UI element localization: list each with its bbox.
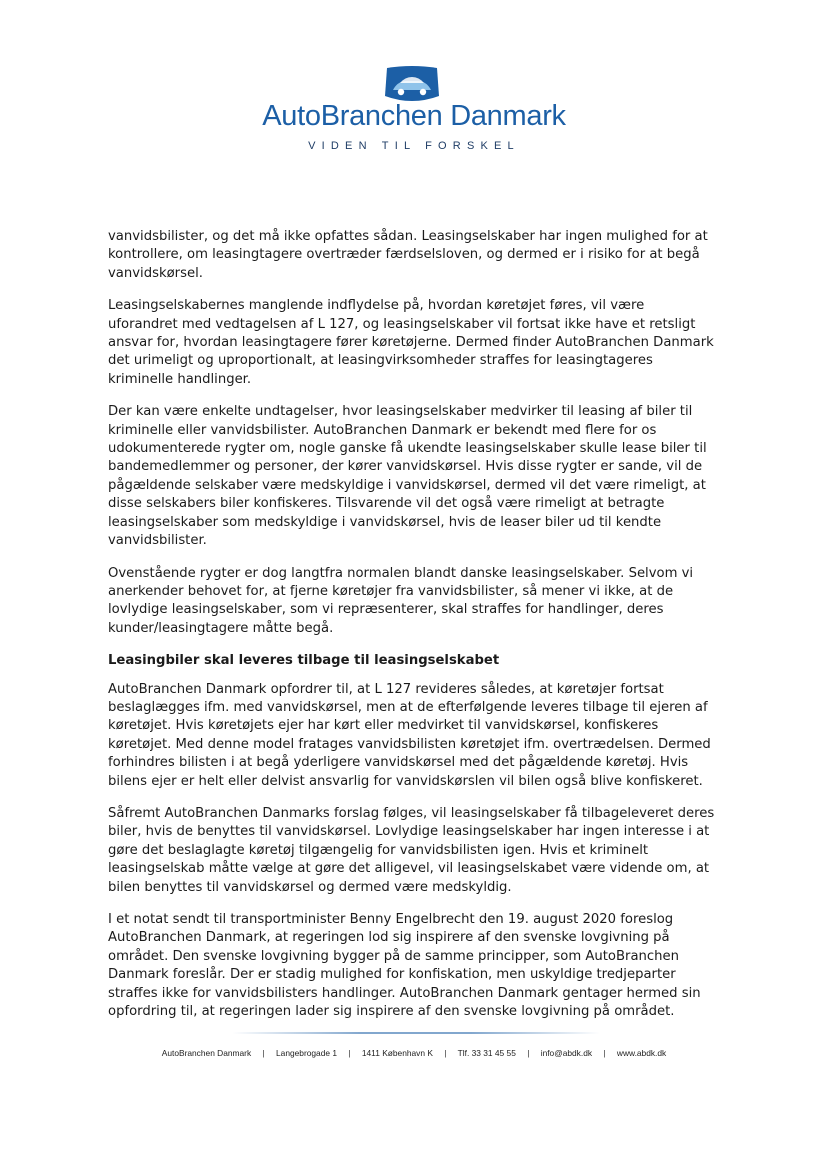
body-paragraph: Ovenstående rygter er dog langtfra normalen blandt danske leasingselskaber. Selvom vi anerkender behovet for, at fjerne køretøjer fra vanvidsbilister, så mener vi ikke, at de lovlydige leasingselskaber, som vi repræsenterer, skal straffes for handlinger, deres kunder/leasingtagere måtte begå.: [108, 565, 694, 636]
car-logo-icon: [383, 66, 441, 104]
body-paragraph: Der kan være enkelte undtagelser, hvor leasingselskaber medvirker til leasing af biler til kriminelle eller vanvidsbilister. AutoBranchen Danmark er bekendt med flere for os udokumenterede rygter om, nogle ganske få ukendte leasingselskaber skulle lease biler til bandemedlemmer og personer, der kører vanvidskørsel. Hvis disse rygter er sande, vil de pågældende selskaber være medskyldige i vanvidskørsel, dermed vil det være rimeligt, at disse selskabers biler konfiskeres. Tilsvarende vil det også være rimeligt at betragte leasingselskaber som medskyldige i vanvidskørsel, hvis de leaser biler ud til kendte vanvidsbilister.: [108, 404, 707, 549]
brand-name: AutoBranchen Danmark: [262, 100, 566, 132]
brand-tagline: [0, 140, 828, 152]
footer-contact: [0, 1048, 828, 1058]
footer-separator: |: [603, 1048, 606, 1058]
footer-separator: |: [262, 1048, 265, 1058]
letter-body: [108, 228, 718, 1035]
section-heading: Leasingbiler skal leveres tilbage til leasingselskabet: [108, 653, 500, 669]
footer-phone: Tlf. 33 31 45 55: [457, 1048, 516, 1058]
footer-separator: |: [444, 1048, 447, 1058]
body-paragraph: I et notat sendt til transportminister Benny Engelbrecht den 19. august 2020 foreslog AutoBranchen Danmark, at regeringen lod sig inspirere af den svenske lovgivning på området. Den svenske lovgivning bygger på de samme principper, som AutoBranchen Danmark foreslår. Der er stadig mulighed for konfiskation, men uskyldige tredjeparter straffes ikke for vanvidsbilisters handlinger. AutoBranchen Danmark gentager hermed sin opfordring til, at regeringen lader sig inspirere af den svenske lovgivning på området.: [108, 912, 701, 1020]
tagline-text: VIDEN TIL FORSKEL: [308, 140, 520, 152]
footer-city: 1411 København K: [361, 1048, 433, 1058]
footer-separator: |: [348, 1048, 351, 1058]
footer-company: AutoBranchen Danmark: [161, 1048, 252, 1058]
body-paragraph: Såfremt AutoBranchen Danmarks forslag følges, vil leasingselskaber få tilbageleveret deres biler, hvis de benyttes til vanvidskørsel. Lovlydige leasingselskaber har ingen interesse i at gøre det beslaglagte køretøj tilgængelig for vanvidsbilisten igen. Hvis et kriminelt leasingselskab måtte vælge at gøre det alligevel, vil leasingselskabet være vidende om, at bilen benyttes til vanvidskørsel og dermed være medskyldig.: [108, 805, 715, 895]
footer-website[interactable]: www.abdk.dk: [616, 1048, 667, 1058]
footer-email[interactable]: info@abdk.dk: [540, 1048, 593, 1058]
footer-divider: [232, 1032, 600, 1034]
body-paragraph: vanvidsbilister, og det må ikke opfattes sådan. Leasingselskaber har ingen mulighed for at kontrollere, om leasingtagere overtræder færdselsloven, og dermed er i risiko for at begå vanvidskørsel.: [108, 229, 708, 281]
footer-separator: |: [527, 1048, 530, 1058]
body-paragraph: Leasingselskabernes manglende indflydelse på, hvordan køretøjet føres, vil være uforandret med vedtagelsen af L 127, og leasingselskaber vil fortsat ikke have et retsligt ansvar for, hvordan leasingtagere fører køretøjerne. Dermed finder AutoBranchen Danmark det urimeligt og uproportionalt, at leasingvirksomheder straffes for leasingtageres kriminelle handlinger.: [108, 298, 714, 387]
footer-street: Langebrogade 1: [276, 1048, 338, 1058]
body-paragraph: AutoBranchen Danmark opfordrer til, at L 127 revideres således, at køretøjer fortsat beslaglægges ifm. med vanvidskørsel, men at de efterfølgende leveres tilbage til ejeren af køretøjet. Hvis køretøjets ejer har kørt eller medvirket til vanvidskørsel, konfiskeres køretøjet. Med denne model fratages vanvidsbilisten køretøjet ifm. overtrædelsen. Dermed forhindres bilisten i at begå yderligere vanvidskørsel med det pågældende køretøj. Hvis bilens ejer er helt eller delvist ansvarlig for vanvidskørslen vil bilen også blive konfiskeret.: [108, 681, 711, 789]
